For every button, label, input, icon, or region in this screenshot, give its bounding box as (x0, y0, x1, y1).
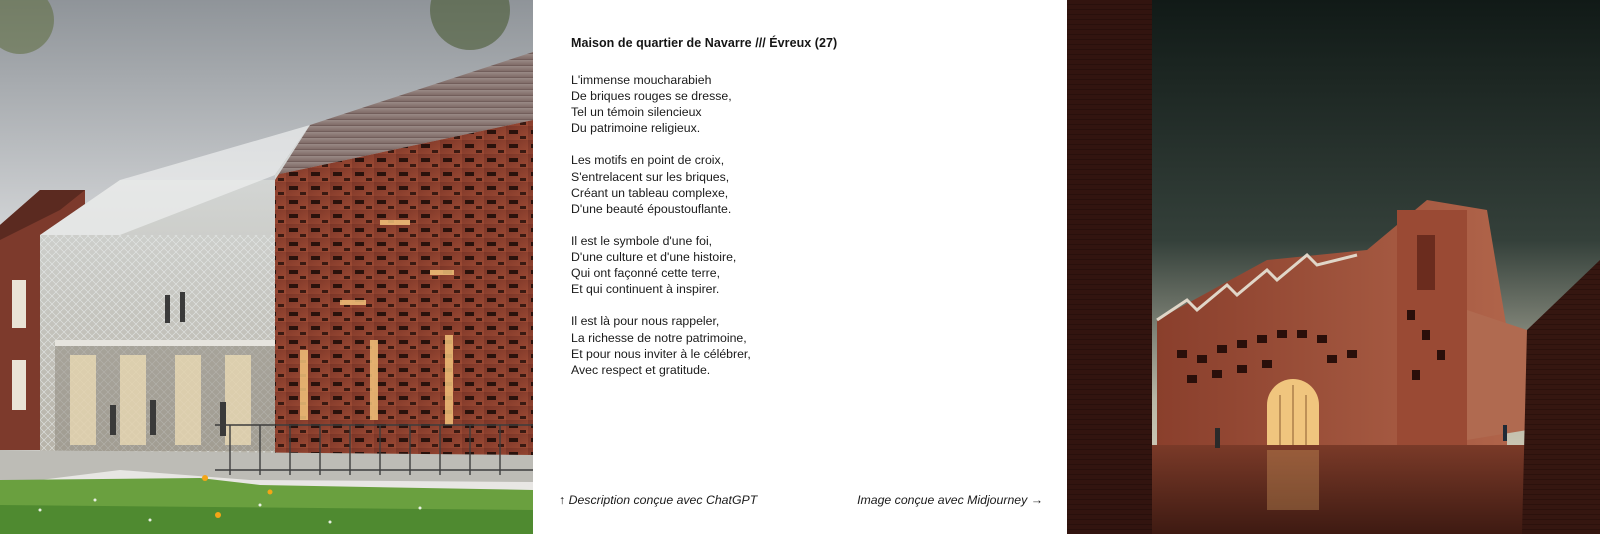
poem-line: Avec respect et gratitude. (571, 362, 711, 377)
poem-line: Du patrimoine religieux. (571, 121, 701, 136)
poem-line: Tel un témoin silencieux (571, 105, 702, 120)
poem-title: Maison de quartier de Navarre /// Évreux (27) (571, 36, 838, 50)
poem-line: Et pour nous inviter à le célébrer, (571, 346, 751, 361)
poem-line: D'une culture et d'une histoire, (571, 250, 737, 265)
arrow-up-icon: ↑ (559, 493, 566, 507)
poem-line: Qui ont façonné cette terre, (571, 266, 721, 281)
poem-line: Les motifs en point de croix, (571, 153, 725, 168)
caption-midjourney-text: Image conçue avec Midjourney (857, 493, 1028, 507)
poem-line: D'une beauté époustouflante. (571, 201, 732, 216)
poem-panel (533, 0, 1067, 534)
poem-line: Il est le symbole d'une foi, (571, 233, 713, 248)
poem-body (571, 72, 751, 394)
stanza-1 (571, 72, 751, 136)
poem-line: Il est là pour nous rappeler, (571, 314, 720, 329)
poem-line: De briques rouges se dresse, (571, 89, 732, 104)
stanza-2 (571, 152, 751, 216)
stanza-3 (571, 233, 751, 297)
midjourney-image (1067, 0, 1600, 534)
poem-line: Et qui continuent à inspirer. (571, 282, 720, 297)
poem-line: La richesse de notre patrimoine, (571, 330, 747, 345)
arrow-right-icon: → (1030, 493, 1043, 507)
midjourney-illustration (1067, 0, 1600, 534)
poem-line: Créant un tableau complexe, (571, 185, 729, 200)
caption-chatgpt-text: Description conçue avec ChatGPT (568, 493, 758, 507)
architectural-rendering-image (0, 0, 533, 534)
stanza-4 (571, 313, 751, 377)
caption-chatgpt (559, 493, 757, 507)
poem-line: L'immense moucharabieh (571, 73, 712, 87)
caption-midjourney (857, 493, 1043, 507)
poem-line: S'entrelacent sur les briques, (571, 169, 730, 184)
rendering-illustration (0, 0, 533, 534)
